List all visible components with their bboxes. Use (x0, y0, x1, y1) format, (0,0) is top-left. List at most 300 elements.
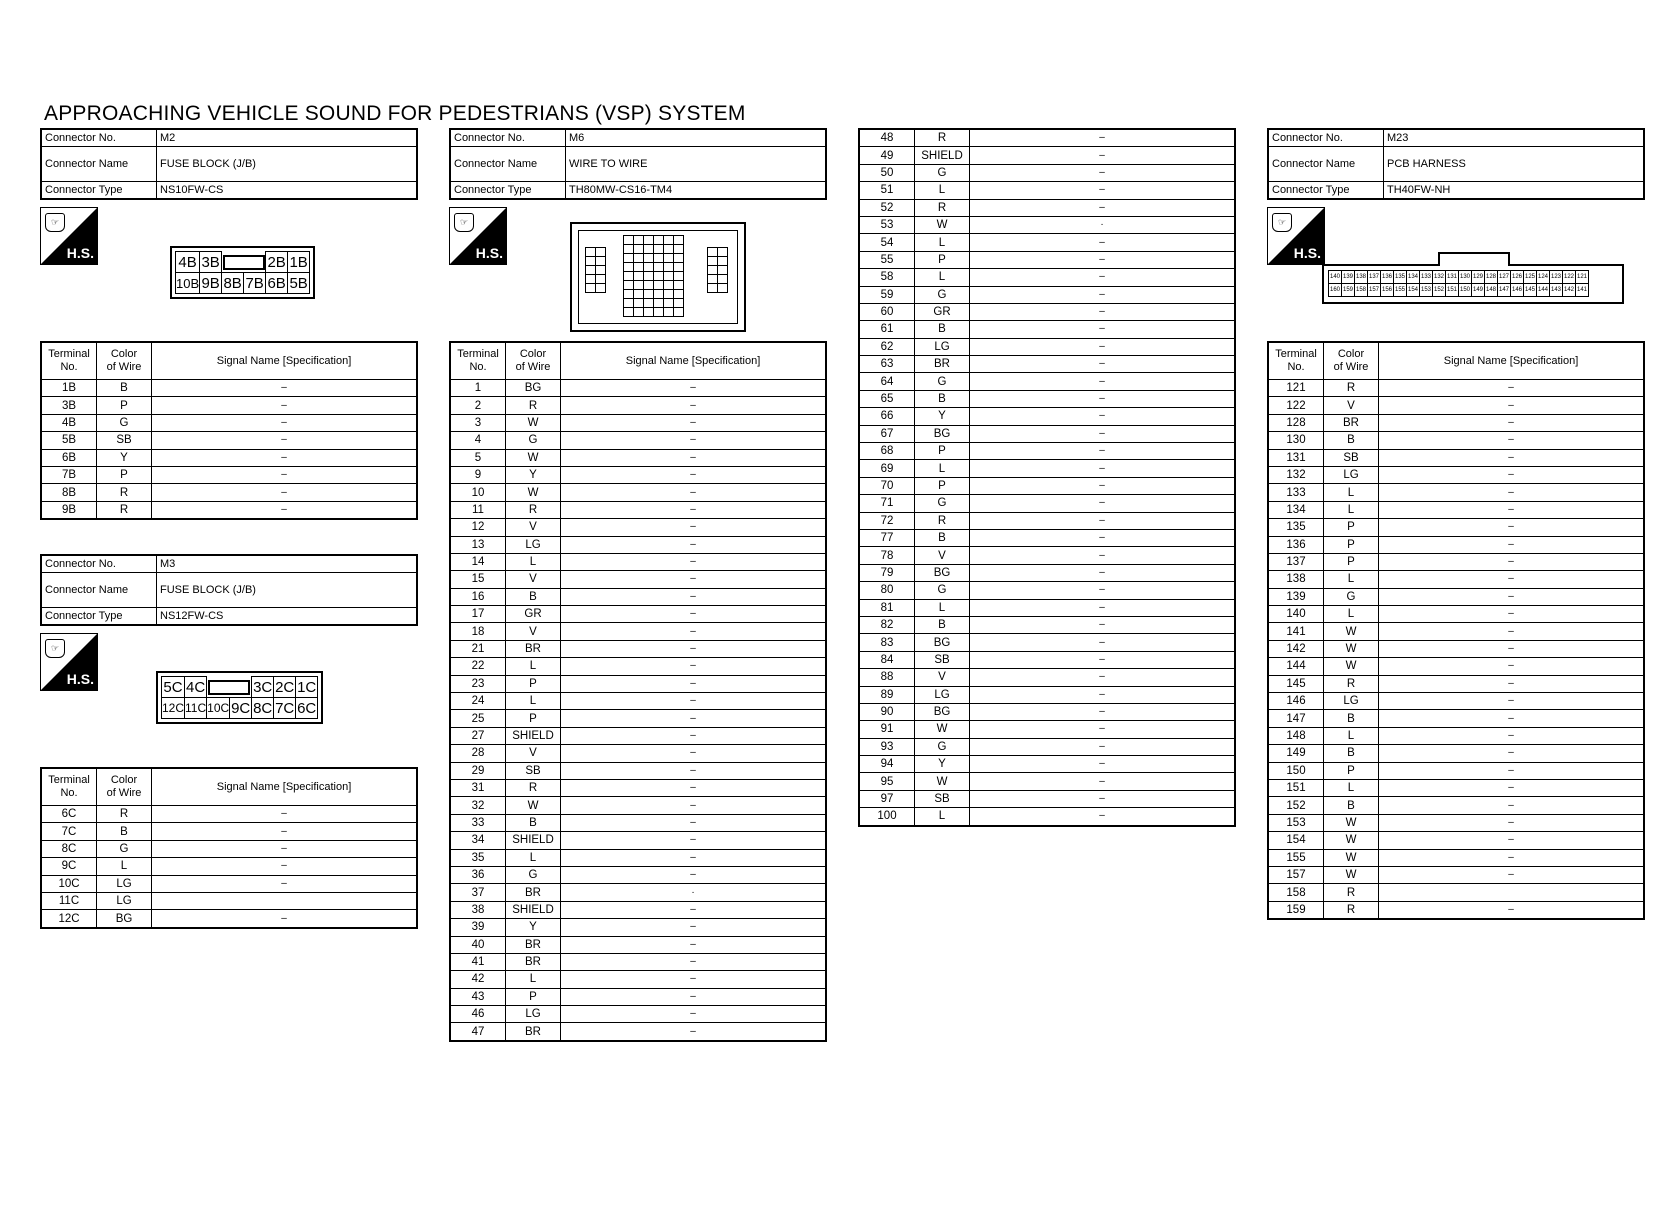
terminal-cell: 148 (1268, 727, 1324, 744)
table-row (450, 849, 826, 866)
signal-cell: – (561, 901, 827, 918)
table-row (1268, 901, 1644, 919)
signal-cell: – (970, 147, 1236, 164)
color-cell: B (915, 390, 970, 407)
cavity (624, 263, 634, 272)
table-row (41, 858, 417, 875)
signal-cell: – (970, 390, 1236, 407)
cavity (634, 263, 644, 272)
cavity (674, 299, 684, 308)
signal-cell: – (1379, 414, 1645, 431)
cavity (644, 272, 654, 281)
table-row (859, 338, 1235, 355)
table-row (859, 616, 1235, 633)
terminal-cell: 90 (859, 703, 915, 720)
terminal-cell: 35 (450, 849, 506, 866)
table-row (450, 606, 826, 623)
lock-tab (1438, 252, 1510, 266)
color-cell: P (1324, 553, 1379, 570)
signal-cell: – (970, 373, 1236, 390)
signal-cell: – (561, 745, 827, 762)
color-cell: LG (1324, 466, 1379, 483)
color-cell: GR (506, 606, 561, 623)
terminal-cell: 42 (450, 971, 506, 988)
signal-cell: – (970, 477, 1236, 494)
terminal-cell: 78 (859, 547, 915, 564)
cavity: 6C (297, 699, 317, 717)
cavity (654, 272, 664, 281)
color-cell: B (915, 321, 970, 338)
terminal-cell: 158 (1268, 884, 1324, 901)
terminal-cell: 80 (859, 582, 915, 599)
color-cell: BR (1324, 414, 1379, 431)
table-row (1268, 779, 1644, 796)
color-cell: R (915, 512, 970, 529)
terminal-cell: 157 (1268, 866, 1324, 883)
terminal-cell: 138 (1268, 571, 1324, 588)
signal-cell: – (561, 953, 827, 970)
color-cell: L (1324, 501, 1379, 518)
cavity: 122 (1563, 271, 1576, 284)
color-cell: G (915, 582, 970, 599)
signal-cell: – (561, 623, 827, 640)
color-cell: R (1324, 884, 1379, 901)
table-row (450, 658, 826, 675)
signal-cell: – (1379, 519, 1645, 536)
table-row (450, 432, 826, 449)
terminal-cell: 28 (450, 745, 506, 762)
color-cell: LG (915, 338, 970, 355)
color-cell: V (915, 547, 970, 564)
terminal-cell: 132 (1268, 466, 1324, 483)
cavity: 125 (1524, 271, 1537, 284)
color-cell: BG (97, 910, 152, 928)
signal-cell: – (1379, 901, 1645, 919)
color-cell: B (1324, 797, 1379, 814)
m6-pin-table (449, 341, 827, 1042)
cavity (674, 236, 684, 245)
terminal-cell: 5 (450, 449, 506, 466)
signal-cell: – (561, 640, 827, 657)
terminal-cell: 8C (41, 840, 97, 857)
table-row (450, 449, 826, 466)
color-header: Color of Wire (97, 768, 152, 806)
table-row (859, 443, 1235, 460)
cavity: 132 (1433, 271, 1446, 284)
table-row (450, 710, 826, 727)
table-row (41, 466, 417, 483)
color-header: Color of Wire (1324, 342, 1379, 380)
cavity (654, 281, 664, 290)
cavity (634, 245, 644, 254)
connector-type-value: TH80MW-CS16-TM4 (566, 182, 827, 200)
signal-cell: – (561, 710, 827, 727)
terminal-cell: 15 (450, 571, 506, 588)
terminal-cell: 154 (1268, 832, 1324, 849)
terminal-cell: 61 (859, 321, 915, 338)
table-row (41, 840, 417, 857)
cavity (624, 272, 634, 281)
cavity: 158 (1355, 284, 1368, 297)
color-cell: BR (915, 356, 970, 373)
cavity: 143 (1550, 284, 1563, 297)
signal-cell: – (152, 380, 418, 397)
signal-cell: – (152, 449, 418, 466)
table-row (450, 466, 826, 483)
table-row (859, 234, 1235, 251)
signal-cell: – (561, 553, 827, 570)
cavity: 3C (253, 678, 273, 696)
signal-cell: – (561, 397, 827, 414)
color-cell: LG (97, 892, 152, 909)
table-row (859, 390, 1235, 407)
table-row (1268, 449, 1644, 466)
signal-cell: – (561, 536, 827, 553)
terminal-cell: 18 (450, 623, 506, 640)
terminal-cell: 24 (450, 693, 506, 710)
m2-connector-face (170, 246, 315, 299)
table-row (41, 806, 417, 823)
signal-cell: – (561, 1006, 827, 1023)
cavity: 11C (185, 698, 207, 719)
cavity (624, 308, 634, 317)
terminal-cell: 40 (450, 936, 506, 953)
signal-cell: – (561, 414, 827, 431)
table-row (1268, 762, 1644, 779)
color-cell: P (506, 988, 561, 1005)
terminal-cell: 17 (450, 606, 506, 623)
color-cell: W (506, 414, 561, 431)
table-row (41, 380, 417, 397)
terminal-cell: 47 (450, 1023, 506, 1041)
hs-label: H.S. (66, 245, 94, 261)
table-row (1268, 501, 1644, 518)
terminal-cell: 83 (859, 634, 915, 651)
connector-type-value: TH40FW-NH (1384, 182, 1645, 200)
connector-name-label: Connector Name (450, 147, 566, 182)
terminal-cell: 88 (859, 669, 915, 686)
cavity: 2C (275, 678, 295, 696)
cavity: 8C (253, 699, 273, 717)
table-row (41, 910, 417, 928)
signal-cell: – (1379, 432, 1645, 449)
cavity (654, 254, 664, 263)
signal-cell: – (561, 832, 827, 849)
terminal-cell: 9B (41, 501, 97, 519)
table-row (859, 634, 1235, 651)
terminal-cell: 59 (859, 286, 915, 303)
color-cell: W (506, 449, 561, 466)
cavity (644, 236, 654, 245)
signal-cell: – (970, 251, 1236, 268)
cavity (674, 272, 684, 281)
cavity (654, 236, 664, 245)
terminal-cell: 60 (859, 303, 915, 320)
terminal-cell: 77 (859, 529, 915, 546)
cavity: 129 (1472, 271, 1485, 284)
color-cell: SHIELD (506, 832, 561, 849)
signal-cell: – (970, 564, 1236, 581)
color-cell: P (97, 397, 152, 414)
table-row (450, 832, 826, 849)
cavity: 152 (1433, 284, 1446, 297)
color-cell: V (506, 745, 561, 762)
page-title: APPROACHING VEHICLE SOUND FOR PEDESTRIANS (VSP) SYSTEM (44, 102, 746, 125)
signal-cell: – (152, 858, 418, 875)
cavity (596, 257, 606, 266)
terminal-cell: 68 (859, 443, 915, 460)
cavity: 151 (1446, 284, 1459, 297)
table-row (450, 414, 826, 431)
color-cell: G (506, 432, 561, 449)
signal-cell: – (152, 501, 418, 519)
cavity (644, 254, 654, 263)
terminal-cell: 130 (1268, 432, 1324, 449)
table-row (41, 484, 417, 501)
color-cell: V (506, 519, 561, 536)
signal-cell: – (970, 703, 1236, 720)
cavity (654, 245, 664, 254)
color-cell: Y (915, 756, 970, 773)
terminal-cell: 2 (450, 397, 506, 414)
terminal-cell: 29 (450, 762, 506, 779)
cavity: 10B (176, 273, 200, 294)
connector-name-value: PCB HARNESS (1384, 147, 1645, 182)
signal-cell: – (970, 599, 1236, 616)
signal-cell: – (561, 1023, 827, 1041)
table-row (859, 738, 1235, 755)
color-cell: P (97, 466, 152, 483)
terminal-cell: 81 (859, 599, 915, 616)
color-cell: P (506, 710, 561, 727)
terminal-cell: 82 (859, 616, 915, 633)
cavity: 144 (1537, 284, 1550, 297)
terminal-cell: 134 (1268, 501, 1324, 518)
color-cell: SB (915, 651, 970, 668)
cavity (634, 254, 644, 263)
table-row (1268, 414, 1644, 431)
color-cell: Y (915, 408, 970, 425)
m3-pin-table (40, 767, 418, 929)
color-cell: G (97, 840, 152, 857)
table-row (41, 414, 417, 431)
signal-cell: – (970, 269, 1236, 286)
table-row (450, 745, 826, 762)
cavity (634, 236, 644, 245)
signal-cell: – (561, 675, 827, 692)
table-row (41, 875, 417, 892)
color-cell: L (97, 858, 152, 875)
color-cell: LG (506, 536, 561, 553)
cavity (664, 263, 674, 272)
terminal-cell: 100 (859, 808, 915, 826)
color-cell: BG (915, 564, 970, 581)
terminal-cell: 94 (859, 756, 915, 773)
terminal-cell: 4B (41, 414, 97, 431)
color-cell: R (97, 806, 152, 823)
color-cell: GR (915, 303, 970, 320)
table-row (859, 582, 1235, 599)
cavity: 123 (1550, 271, 1563, 284)
terminal-cell: 97 (859, 790, 915, 807)
signal-cell: – (970, 425, 1236, 442)
cavity: 9B (201, 274, 220, 292)
table-row (450, 693, 826, 710)
terminal-cell: 21 (450, 640, 506, 657)
color-cell: BG (915, 703, 970, 720)
terminal-cell: 65 (859, 390, 915, 407)
signal-cell: – (1379, 866, 1645, 883)
terminal-cell: 6B (41, 449, 97, 466)
connector-no-label: Connector No. (450, 129, 566, 147)
signal-cell: – (970, 634, 1236, 651)
cavity (718, 248, 728, 257)
cavity (644, 281, 654, 290)
color-cell: B (1324, 432, 1379, 449)
table-row (450, 553, 826, 570)
terminal-cell: 159 (1268, 901, 1324, 919)
cavity (624, 245, 634, 254)
color-cell: V (915, 669, 970, 686)
color-cell: SHIELD (915, 147, 970, 164)
color-cell: V (506, 571, 561, 588)
table-row (859, 808, 1235, 826)
cavity: 154 (1407, 284, 1420, 297)
cavity: 12C (162, 698, 185, 719)
signal-cell: – (1379, 762, 1645, 779)
table-row (859, 529, 1235, 546)
signal-cell: – (561, 693, 827, 710)
signal-cell: – (1379, 658, 1645, 675)
signal-cell: – (561, 449, 827, 466)
table-row (1268, 710, 1644, 727)
terminal-cell: 6C (41, 806, 97, 823)
table-row (1268, 675, 1644, 692)
signal-cell: – (1379, 727, 1645, 744)
terminal-cell: 135 (1268, 519, 1324, 536)
table-row (859, 721, 1235, 738)
signal-cell: – (970, 547, 1236, 564)
cavity (596, 275, 606, 284)
cavity (664, 245, 674, 254)
color-cell: Y (506, 919, 561, 936)
terminal-cell: 142 (1268, 640, 1324, 657)
color-cell: W (1324, 658, 1379, 675)
signal-cell: – (1379, 779, 1645, 796)
color-cell: R (1324, 901, 1379, 919)
signal-cell: – (561, 519, 827, 536)
color-cell: L (1324, 606, 1379, 623)
cavity (654, 299, 664, 308)
connector-type-label: Connector Type (41, 182, 157, 200)
color-cell: W (1324, 640, 1379, 657)
signal-cell: – (561, 936, 827, 953)
signal-header: Signal Name [Specification] (152, 768, 418, 806)
signal-cell: – (561, 571, 827, 588)
terminal-cell: 63 (859, 356, 915, 373)
color-cell: R (915, 199, 970, 216)
signal-cell: – (970, 773, 1236, 790)
signal-cell: – (152, 875, 418, 892)
color-cell: W (915, 773, 970, 790)
cavity (664, 236, 674, 245)
cavity: 150 (1459, 284, 1472, 297)
cavity: 156 (1381, 284, 1394, 297)
color-cell: G (915, 286, 970, 303)
terminal-cell: 14 (450, 553, 506, 570)
signal-cell: – (561, 919, 827, 936)
terminal-cell: 9C (41, 858, 97, 875)
cavity (664, 254, 674, 263)
terminal-cell: 12 (450, 519, 506, 536)
color-cell: B (97, 823, 152, 840)
signal-cell: – (970, 164, 1236, 181)
color-cell: P (915, 443, 970, 460)
cavity: 7B (245, 274, 264, 292)
signal-cell: – (970, 182, 1236, 199)
cavity (586, 248, 596, 257)
table-row (859, 651, 1235, 668)
table-row (1268, 745, 1644, 762)
m23-header (1267, 128, 1645, 200)
signal-header: Signal Name [Specification] (561, 342, 827, 380)
signal-cell: – (970, 790, 1236, 807)
cavity: 8B (223, 274, 242, 292)
hs-label: H.S. (475, 245, 503, 261)
signal-cell: – (152, 910, 418, 928)
cavity: 131 (1446, 271, 1459, 284)
connector-no-value: M2 (157, 129, 418, 147)
cavity: 133 (1420, 271, 1433, 284)
connector-name-label: Connector Name (41, 147, 157, 182)
table-row (1268, 397, 1644, 414)
table-row (450, 953, 826, 970)
terminal-cell: 95 (859, 773, 915, 790)
signal-cell: – (970, 338, 1236, 355)
connector-name-value: FUSE BLOCK (J/B) (157, 573, 418, 608)
cavity: 139 (1342, 271, 1355, 284)
cavity: 9C (231, 699, 251, 717)
signal-cell: – (561, 779, 827, 796)
signal-cell: – (970, 721, 1236, 738)
table-row (859, 460, 1235, 477)
table-row (859, 356, 1235, 373)
connector-no-label: Connector No. (41, 555, 157, 573)
table-row (1268, 606, 1644, 623)
cavity (634, 290, 644, 299)
color-cell: W (915, 216, 970, 233)
color-cell: R (506, 501, 561, 518)
cavity: 7C (275, 699, 295, 717)
cavity (718, 257, 728, 266)
signal-cell: – (561, 606, 827, 623)
cavity: 136 (1381, 271, 1394, 284)
terminal-cell: 13 (450, 536, 506, 553)
connector-no-value: M3 (157, 555, 418, 573)
cavity: 10C (207, 698, 230, 719)
color-cell: R (506, 779, 561, 796)
table-row (450, 779, 826, 796)
signal-cell: – (152, 432, 418, 449)
signal-cell: – (970, 616, 1236, 633)
table-row (1268, 380, 1644, 397)
cavity (664, 281, 674, 290)
color-cell: Y (97, 449, 152, 466)
lock-slot (222, 252, 266, 273)
terminal-cell: 16 (450, 588, 506, 605)
table-row (859, 269, 1235, 286)
terminal-cell: 10C (41, 875, 97, 892)
